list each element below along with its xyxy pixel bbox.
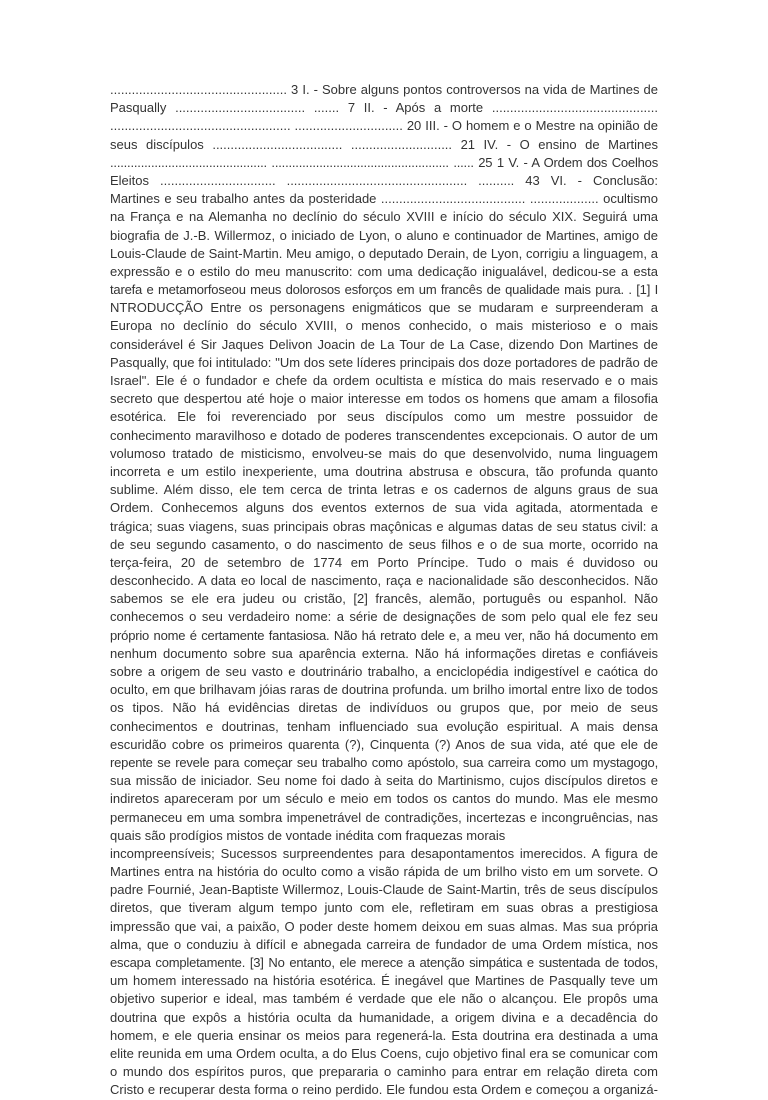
- text-line: objetivo superior e ideal, mas também é verdade que ele não o alcançou. Ele propôs uma: [110, 991, 658, 1007]
- text-line: de seu segundo casamento, o do nascimento de seus filhos e o de sua morte, ocorrido na: [110, 536, 658, 552]
- text-line: impressão que vai, a paixão, O poder deste homem deixou em suas almas. Mas sua própria: [110, 918, 658, 934]
- text-line: homem, e ele queria ensinar os meios para regenerá-la. Esta doutrina era destinada a uma: [110, 1027, 658, 1043]
- text-line: um homem interessado na história esotérica. É inegável que Martines de Pasqually teve um: [110, 973, 658, 989]
- text-line: esotérica. Ele foi reverenciado por seus discípulos como um mestre possuidor de: [110, 409, 658, 425]
- text-line: NTRODUCÇÃO Entre os personagens enigmáticos que se mudaram e surpreenderam a: [110, 300, 658, 316]
- text-line: volumoso tratado de misticismo, envolveu-se mais do que desenvolvido, numa linguagem: [110, 445, 658, 461]
- text-line: o mundo dos espíritos puros, que prepararia o caminho para entrar em relação direta com: [110, 1064, 658, 1080]
- text-line: biografia de J.-B. Willermoz, o iniciado de Lyon, o aluno e continuador de Martines, amigo de: [110, 227, 658, 243]
- text-line: próprio nome é certamente fantasiosa. Não há retrato dele e, a meu ver, não há documento em: [110, 627, 658, 643]
- text-line: Cristo e recuperar desta forma o reino perdido. Ele fundou esta Ordem e começou a organizá-: [110, 1082, 658, 1098]
- text-line: os tipos. Não há evidências diretas de indivíduos ou grupos que, por meio de seus: [110, 700, 658, 716]
- text-line: Eleitos ................................ .................................................. .......... 43 VI. - Conclusão:: [110, 172, 658, 188]
- text-line: nenhum documento sobre sua aparência externa. Não há informações diretas e confiáveis: [110, 645, 658, 661]
- text-line: .................................................. .............................. 20 III. - O homem e o Mestre na opinião de: [110, 118, 658, 134]
- text-line: incompreensíveis; Sucessos surpreendentes para desapontamentos imerecidos. A figura de: [110, 845, 658, 861]
- text-line: alma, que o conduziu à difícil e abnegada carreira de fundador de uma Ordem mística, nos: [110, 936, 658, 952]
- text-line: elite reunida em uma Ordem oculta, a do Elus Coens, cujo objetivo final era se comunicar com: [110, 1045, 658, 1061]
- text-line: indiretos apareceram por um século e meio em todos os cantos do mundo. Mas ele mesmo: [110, 791, 658, 807]
- text-line: tarefa e metamorfoseou meus dolorosos esforços em um francês de qualidade mais pura. . [1] I: [110, 282, 658, 298]
- text-line: incorreta e um estilo inexperiente, uma doutrina abstrusa e obscura, tão profunda quanto: [110, 463, 658, 479]
- text-line: Israel". Ele é o fundador e chefe da ordem ocultista e mística do mais reservado e o mais: [110, 373, 658, 388]
- text-line: sabemos se ele era judeu ou cristão, [2] francês, alemão, português ou espanhol. Não: [110, 591, 658, 607]
- text-line: trágica; suas viagens, suas principais obras maçônicas e algumas datas de seu status civil: a: [110, 518, 658, 534]
- text-line: padre Fournié, Jean-Baptiste Willermoz, Louis-Claude de Saint-Martin, três de seus discípulos: [110, 882, 658, 898]
- text-line: na França e na Alemanha no declínio do século XVIII e início do século XIX. Seguirá uma: [110, 209, 658, 225]
- text-line: seus discípulos .................................... ............................ 21 IV. - O ensino de Martines: [110, 136, 658, 152]
- text-line: permaneceu em uma sombra impenetrável de contradições, incertezas e incongruências, nas: [110, 809, 658, 825]
- text-line: considerável é Sir Jaques Delivon Joacin de La Tour de La Case, dizendo Don Martines de: [110, 336, 658, 352]
- text-line: Louis-Claude de Saint-Martin. Meu amigo, o deputado Derain, de Lyon, corrigiu a linguagem, a: [110, 245, 658, 261]
- text-line: diretos, que tiveram algum tempo junto com ele, refletiram em suas obras a prestigiosa: [110, 900, 658, 916]
- text-line: Ordem. Conhecemos alguns dos eventos externos de sua vida agitada, atormentada e: [110, 500, 658, 516]
- text-line: conhecimentos e doutrinas, tenham influenciado sua evolução espiritual. A mais densa: [110, 718, 658, 734]
- text-line: Pasqually, que foi intitulado: "Um dos sete líderes principais dos doze portadores de padrão de: [110, 354, 658, 370]
- text-line: ................................................. 3 I. - Sobre alguns pontos controversos na vida de Martines de: [110, 82, 658, 97]
- text-line: conhecimento maravilhoso e dotado de poderes transcendentes excepcionais. O autor de um: [110, 427, 658, 443]
- text-line: sua missão de iniciador. Seu nome foi dado à seita do Martinismo, cujos discípulos diretos e: [110, 773, 658, 789]
- text-line: doutrina que expôs a história oculta da humanidade, a origem divina e a decadência do: [110, 1009, 658, 1025]
- text-line: sobre a origem de seu vasto e doutrinário trabalho, a enciclopédia indigestível e caótica do: [110, 664, 658, 679]
- text-line: secreto que despertou até hoje o maior interesse em todos os homens que amam a filosofia: [110, 391, 658, 407]
- text-line: escuridão cobre os primeiros quarenta (?), Cinquenta (?) Anos de sua vida, até que ele de: [110, 736, 658, 752]
- text-line: Martines e seu trabalho antes da posteridade ........................................ ................... ocultismo: [110, 191, 658, 207]
- text-line: sublime. Além disso, ele tem cerca de trinta letras e os cadernos de alguns graus de sua: [110, 482, 658, 498]
- text-line: quais são prodígios mistos de vontade inédita com fraquezas morais: [110, 827, 506, 843]
- text-line: .............................................. .................................................... ...... 25 1 V. - A Ordem dos Coelhos: [110, 154, 658, 170]
- text-line: Martines entra na história do oculto como a visão rápida de um brilho visto em um sorvete. O: [110, 864, 658, 880]
- text-line: repente se revele para começar seu trabalho como apóstolo, sua carreira como um mystagogo,: [110, 754, 658, 770]
- text-line: terça-feira, 20 de setembro de 1774 em Porto Príncipe. Tudo o mais é duvidoso ou: [110, 554, 658, 570]
- text-line: oculto, em que brilhavam jóias raras de doutrina profunda. um brilho imortal entre lixo de todos: [110, 682, 658, 698]
- text-line: expressão e o estilo do meu manuscrito: com uma dedicação inigualável, dedicou-se a esta: [110, 263, 658, 279]
- text-line: Europa no declínio do século XVIII, o menos conhecido, o mais misterioso e o mais: [110, 318, 658, 334]
- text-line: conhecemos o seu verdadeiro nome: a série de designações de som pelo qual ele fez seu: [110, 609, 658, 625]
- text-line: desconhecido. A data eo local de nascimento, raça e nacionalidade são desconhecidos. Não: [110, 573, 658, 589]
- text-line: Pasqually .................................... ....... 7 II. - Após a morte ..............................................: [110, 100, 658, 116]
- text-line: escapa completamente. [3] No entanto, ele merece a atenção simpática e sustentada de todos,: [110, 955, 658, 970]
- document-page: [110, 81, 658, 1100]
